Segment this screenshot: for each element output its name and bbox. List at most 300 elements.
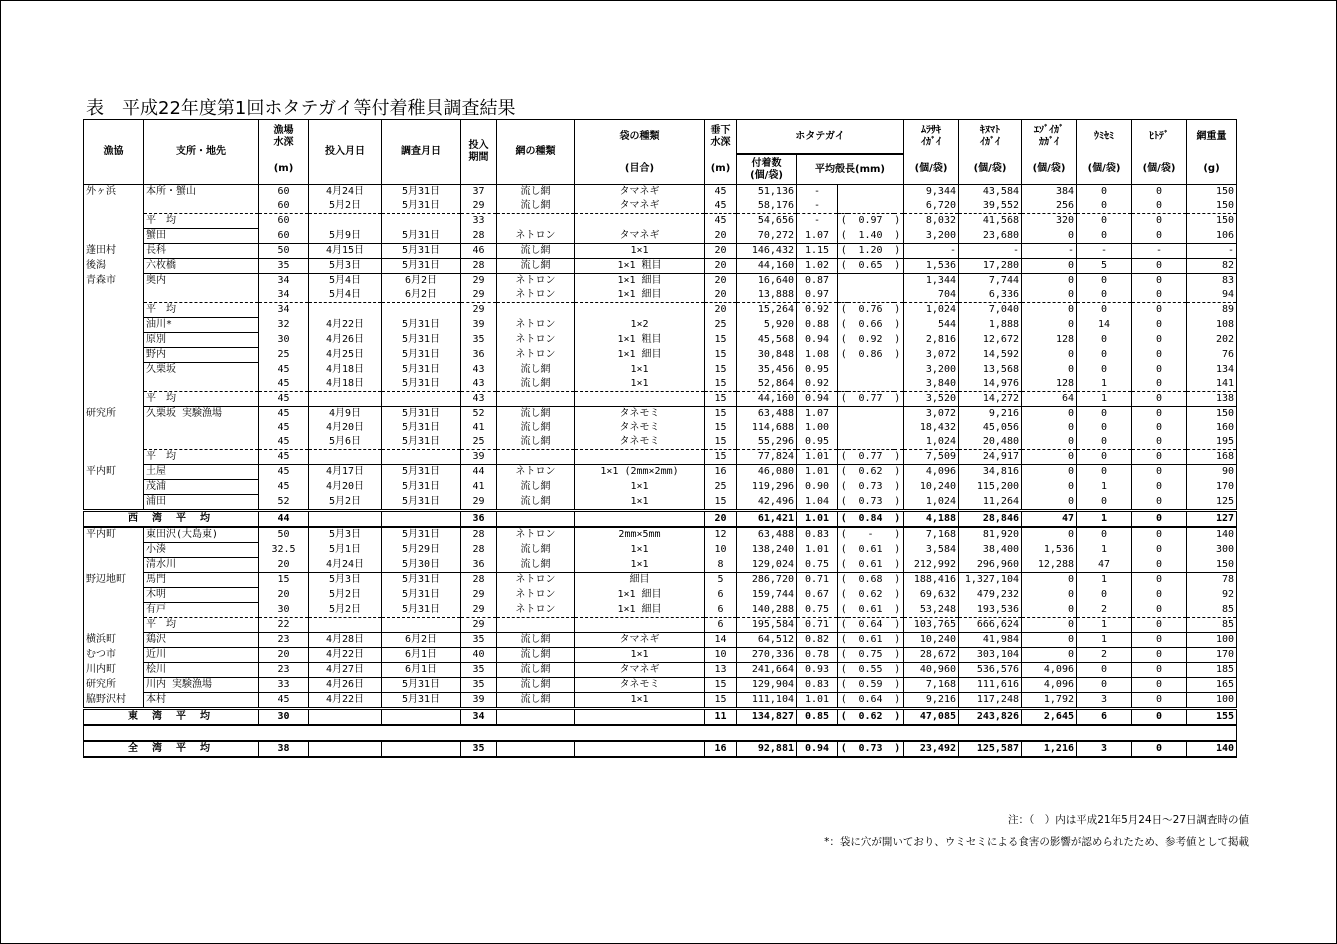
cell-depth2: 20	[705, 229, 737, 244]
cell-net	[497, 709, 575, 726]
cell-murasaki: 3,200	[904, 363, 959, 378]
cell-net-weight: 108	[1187, 318, 1237, 333]
cell-port: 野辺地町	[84, 573, 144, 588]
cell-ezoiga: 0	[1022, 421, 1077, 435]
cell-prev-close: )	[894, 450, 904, 465]
cell-kinmato: 23,680	[959, 229, 1022, 244]
cell-port: 横浜町	[84, 633, 144, 648]
cell-port: 脇野沢村	[84, 693, 144, 709]
cell-port	[84, 421, 144, 435]
cell-prev-shell-length: 0.66	[858, 319, 883, 330]
cell-depth2: 16	[705, 465, 737, 480]
cell-count: 195,584	[737, 618, 797, 633]
cell-murasaki: 4,096	[904, 465, 959, 480]
cell-prev-shell-length: 0.73	[858, 495, 883, 507]
cell-murasaki: 704	[904, 288, 959, 303]
cell-shell-length: 1.07	[797, 407, 838, 422]
cell-depth1: 52	[259, 495, 309, 511]
cell-port: 平内町	[84, 527, 144, 543]
cell-murasaki: 7,168	[904, 678, 959, 693]
cell-net-weight: 76	[1187, 348, 1237, 363]
table-row	[84, 465, 1237, 480]
cell-port: 研究所	[84, 678, 144, 693]
cell-net: 流し網	[497, 480, 575, 495]
cell-prev-shell-length: 0.77	[848, 392, 894, 407]
cell-depth2: 15	[705, 363, 737, 378]
cell-murasaki: 6,720	[904, 199, 959, 214]
header-net: 網の種類	[497, 120, 575, 185]
cell-ezoiga: -	[1022, 244, 1077, 259]
cell-count: 44,160	[737, 392, 797, 407]
cell-period: 28	[461, 543, 497, 558]
cell-net-weight: 85	[1187, 618, 1237, 633]
cell-depth1: 34	[259, 303, 309, 318]
cell-port	[84, 558, 144, 573]
cell-port	[84, 318, 144, 333]
table-header	[84, 120, 1237, 185]
cell-kinmato: 41,568	[959, 214, 1022, 229]
cell-survey-date: 6月1日	[382, 648, 461, 663]
cell-count: 111,104	[737, 693, 797, 709]
cell-period: 35	[461, 663, 497, 678]
cell-murasaki: 28,672	[904, 648, 959, 663]
table-row	[84, 229, 1237, 244]
results-table	[83, 119, 1237, 758]
cell-branch: 野内	[144, 348, 259, 363]
cell-survey-date: 5月30日	[382, 558, 461, 573]
cell-prev-open: (	[838, 603, 848, 618]
cell-prev-shell-length: 0.73	[848, 741, 894, 757]
cell-period: 52	[461, 407, 497, 422]
cell-depth1: 45	[259, 377, 309, 392]
cell-murasaki: 1,024	[904, 495, 959, 511]
cell-survey-date	[382, 392, 461, 407]
cell-umisemi: 14	[1077, 318, 1132, 333]
cell-ezoiga: 0	[1022, 259, 1077, 274]
cell-port: 後潟	[84, 259, 144, 274]
cell-period: 29	[461, 618, 497, 633]
cell-period: 35	[461, 741, 497, 757]
cell-prev-shell-length: 1.40	[858, 229, 883, 241]
cell-branch: 茂浦	[144, 480, 259, 495]
cell-murasaki: 9,216	[904, 693, 959, 709]
cell-prev-shell-length	[848, 435, 894, 450]
table-row	[84, 648, 1237, 663]
cell-prev-shell-length: 0.61	[858, 603, 883, 615]
cell-prev-open: (	[838, 480, 848, 495]
cell-survey-date: 5月31日	[382, 363, 461, 378]
cell-branch: 平 均	[144, 214, 259, 229]
cell-bag: タマネギ	[575, 199, 705, 214]
cell-ezoiga: 64	[1022, 392, 1077, 407]
cell-umisemi: 0	[1077, 199, 1132, 214]
cell-ezoiga: 320	[1022, 214, 1077, 229]
cell-depth2: 15	[705, 421, 737, 435]
table-body	[84, 185, 1237, 758]
cell-survey-date	[382, 618, 461, 633]
cell-ezoiga: 384	[1022, 185, 1077, 200]
cell-depth1: 50	[259, 527, 309, 543]
cell-hitode: 0	[1132, 185, 1187, 200]
cell-shell-length: -	[797, 214, 838, 229]
cell-umisemi: 1	[1077, 480, 1132, 495]
cell-depth2: 20	[705, 259, 737, 274]
cell-prev-close: )	[894, 480, 904, 495]
cell-murasaki: 4,188	[904, 511, 959, 528]
cell-ezoiga: 0	[1022, 573, 1077, 588]
cell-net-weight: 170	[1187, 480, 1237, 495]
cell-branch: 桧川	[144, 663, 259, 678]
cell-depth1: 45	[259, 450, 309, 465]
cell-count: 35,456	[737, 363, 797, 378]
cell-prev-shell-length	[848, 199, 894, 214]
cell-ezoiga: 1,792	[1022, 693, 1077, 709]
cell-net	[497, 392, 575, 407]
summary-row	[84, 709, 1237, 726]
summary-row	[84, 741, 1237, 757]
cell-bag: タマネギ	[575, 633, 705, 648]
cell-bag: 1×1 細目	[575, 603, 705, 618]
cell-ezoiga: 2,645	[1022, 709, 1077, 726]
cell-bag: タマネギ	[575, 663, 705, 678]
cell-in-date: 5月9日	[309, 229, 382, 244]
cell-umisemi: 0	[1077, 678, 1132, 693]
cell-hitode: 0	[1132, 303, 1187, 318]
cell-count: 129,024	[737, 558, 797, 573]
cell-net-weight: 92	[1187, 588, 1237, 603]
cell-ezoiga: 4,096	[1022, 663, 1077, 678]
cell-prev-close: )	[894, 573, 904, 588]
cell-ezoiga: 0	[1022, 588, 1077, 603]
cell-hitode: 0	[1132, 633, 1187, 648]
cell-period: 36	[461, 511, 497, 528]
cell-period: 28	[461, 229, 497, 244]
cell-kinmato: 1,327,104	[959, 573, 1022, 588]
cell-prev-shell-length	[848, 363, 894, 378]
cell-umisemi: 0	[1077, 527, 1132, 543]
cell-net-weight: 106	[1187, 229, 1237, 244]
cell-prev-open: (	[838, 303, 848, 318]
cell-prev-close: )	[894, 527, 904, 543]
cell-prev-close: )	[894, 709, 904, 726]
cell-in-date: 5月2日	[309, 588, 382, 603]
cell-prev-close: )	[894, 693, 904, 709]
table-row	[84, 407, 1237, 422]
cell-bag: タネモミ	[575, 407, 705, 422]
cell-prev-shell-length: 0.75	[848, 648, 894, 663]
cell-prev-shell-length: 0.64	[848, 693, 894, 709]
cell-net-weight: 138	[1187, 392, 1237, 407]
cell-port	[84, 435, 144, 450]
cell-hitode: 0	[1132, 318, 1187, 333]
cell-survey-date: 5月31日	[382, 588, 461, 603]
cell-depth1: 35	[259, 259, 309, 274]
cell-prev-shell-length: 0.61	[858, 558, 883, 570]
cell-in-date: 4月26日	[309, 678, 382, 693]
cell-survey-date: 5月31日	[382, 333, 461, 348]
cell-depth1: 45	[259, 421, 309, 435]
cell-prev-shell-length: 0.61	[858, 544, 883, 555]
cell-port	[84, 348, 144, 363]
table-row	[84, 288, 1237, 303]
header-ezoiga: ｴｿﾞｲｶﾞ ｶｶﾞｲ	[1022, 120, 1077, 155]
cell-shell-length: 1.01	[797, 465, 838, 480]
cell-kinmato: 125,587	[959, 741, 1022, 757]
cell-murasaki: -	[904, 244, 959, 259]
cell-bag: 1×1 (2mm×2mm)	[575, 465, 705, 480]
cell-prev-close: )	[894, 244, 904, 259]
cell-kinmato: 6,336	[959, 288, 1022, 303]
summary-label: 西 湾 平 均	[84, 511, 259, 528]
cell-depth2: 11	[705, 709, 737, 726]
table-gap-row	[84, 725, 1237, 741]
cell-depth2: 12	[705, 527, 737, 543]
cell-depth2: 10	[705, 543, 737, 558]
cell-net-weight: 127	[1187, 511, 1237, 528]
cell-prev-close: )	[894, 543, 904, 558]
cell-net: 流し網	[497, 678, 575, 693]
cell-hitode: 0	[1132, 377, 1187, 392]
cell-bag	[575, 214, 705, 229]
cell-kinmato: 38,400	[959, 543, 1022, 558]
cell-umisemi: 0	[1077, 465, 1132, 480]
table-row	[84, 377, 1237, 392]
cell-depth2: 16	[705, 741, 737, 757]
cell-bag	[575, 511, 705, 528]
cell-kinmato: 13,568	[959, 363, 1022, 378]
cell-net-weight: 165	[1187, 678, 1237, 693]
cell-port: 蓬田村	[84, 244, 144, 259]
header-kinmato-unit: (個/袋)	[959, 155, 1022, 185]
cell-port	[84, 288, 144, 303]
cell-bag: 1×1	[575, 558, 705, 573]
cell-hitode: 0	[1132, 363, 1187, 378]
cell-depth2: 6	[705, 588, 737, 603]
cell-count: 241,664	[737, 663, 797, 678]
cell-period: 28	[461, 573, 497, 588]
cell-prev-close: )	[894, 303, 904, 318]
cell-in-date	[309, 511, 382, 528]
cell-net	[497, 303, 575, 318]
header-depth1: 漁場 水深	[259, 120, 309, 155]
cell-depth1: 20	[259, 648, 309, 663]
cell-umisemi: 0	[1077, 588, 1132, 603]
cell-kinmato: 41,984	[959, 633, 1022, 648]
cell-depth1: 38	[259, 741, 309, 757]
cell-branch: 奥内	[144, 274, 259, 289]
cell-ezoiga: 0	[1022, 274, 1077, 289]
cell-port	[84, 333, 144, 348]
cell-branch	[144, 435, 259, 450]
cell-depth1: 30	[259, 709, 309, 726]
cell-net-weight: 155	[1187, 709, 1237, 726]
cell-prev-close	[894, 199, 904, 214]
cell-net-weight: 150	[1187, 199, 1237, 214]
cell-count: 51,136	[737, 185, 797, 200]
cell-hitode: 0	[1132, 573, 1187, 588]
cell-survey-date: 6月2日	[382, 274, 461, 289]
cell-ezoiga: 0	[1022, 348, 1077, 363]
cell-count: 63,488	[737, 407, 797, 422]
cell-hitode: 0	[1132, 648, 1187, 663]
cell-period: 43	[461, 392, 497, 407]
cell-umisemi: 0	[1077, 450, 1132, 465]
cell-branch: 六枚橋	[144, 259, 259, 274]
table-row	[84, 633, 1237, 648]
cell-period: 39	[461, 318, 497, 333]
cell-murasaki: 53,248	[904, 603, 959, 618]
cell-prev-open: (	[838, 693, 848, 709]
cell-prev-shell-length: 0.62	[858, 589, 883, 600]
cell-count: 114,688	[737, 421, 797, 435]
cell-prev-shell-length: 0.59	[848, 678, 894, 693]
cell-count: 270,336	[737, 648, 797, 663]
cell-hitode: 0	[1132, 480, 1187, 495]
cell-count: 30,848	[737, 348, 797, 363]
cell-depth1: 30	[259, 333, 309, 348]
cell-branch: 本所・蟹山	[144, 185, 259, 200]
cell-net: ネトロン	[497, 333, 575, 348]
cell-in-date: 4月22日	[309, 648, 382, 663]
cell-prev-open: (	[838, 511, 848, 528]
table-row	[84, 450, 1237, 465]
cell-umisemi: 0	[1077, 421, 1132, 435]
cell-prev-open: (	[838, 618, 848, 633]
cell-in-date: 4月18日	[309, 363, 382, 378]
cell-ezoiga: 256	[1022, 199, 1077, 214]
cell-hitode: 0	[1132, 527, 1187, 543]
cell-in-date: 5月2日	[309, 603, 382, 618]
cell-umisemi: 0	[1077, 663, 1132, 678]
cell-survey-date	[382, 450, 461, 465]
cell-depth2: 15	[705, 407, 737, 422]
summary-row	[84, 511, 1237, 528]
cell-prev-shell-length: 0.68	[848, 573, 894, 588]
cell-hitode: -	[1132, 244, 1187, 259]
cell-depth1: 20	[259, 588, 309, 603]
table-row	[84, 303, 1237, 318]
cell-hitode: 0	[1132, 229, 1187, 244]
cell-depth2: 6	[705, 603, 737, 618]
cell-prev-close: )	[894, 558, 904, 573]
cell-umisemi: 0	[1077, 274, 1132, 289]
cell-bag: タマネギ	[575, 229, 705, 244]
cell-kinmato: 11,264	[959, 495, 1022, 511]
cell-kinmato: 243,826	[959, 709, 1022, 726]
cell-port	[84, 588, 144, 603]
cell-bag: 1×1	[575, 377, 705, 392]
cell-shell-length: 1.04	[797, 495, 838, 511]
cell-kinmato: 12,672	[959, 333, 1022, 348]
cell-net-weight: 89	[1187, 303, 1237, 318]
cell-ezoiga: 0	[1022, 288, 1077, 303]
cell-net-weight: 94	[1187, 288, 1237, 303]
cell-count: 45,568	[737, 333, 797, 348]
cell-murasaki: 1,536	[904, 259, 959, 274]
cell-depth1: 45	[259, 693, 309, 709]
table-row	[84, 333, 1237, 348]
cell-net	[497, 450, 575, 465]
cell-bag: 1×1	[575, 480, 705, 495]
cell-kinmato: 9,216	[959, 407, 1022, 422]
cell-umisemi: 1	[1077, 511, 1132, 528]
cell-hitode: 0	[1132, 407, 1187, 422]
cell-count: 61,421	[737, 511, 797, 528]
cell-shell-length: 0.87	[797, 274, 838, 289]
header-bag: 袋の種類	[575, 120, 705, 155]
cell-ezoiga: 0	[1022, 633, 1077, 648]
cell-ezoiga: 0	[1022, 618, 1077, 633]
cell-count: 134,827	[737, 709, 797, 726]
cell-depth1: 32.5	[259, 543, 309, 558]
cell-prev-open: (	[838, 318, 848, 333]
cell-prev-open	[838, 421, 848, 435]
cell-net: ネトロン	[497, 527, 575, 543]
cell-shell-length: 1.01	[797, 450, 838, 465]
cell-kinmato: 193,536	[959, 603, 1022, 618]
cell-kinmato: 14,272	[959, 392, 1022, 407]
table-row	[84, 435, 1237, 450]
cell-kinmato: 43,584	[959, 185, 1022, 200]
cell-hitode: 0	[1132, 214, 1187, 229]
cell-depth2: 20	[705, 274, 737, 289]
cell-period: 36	[461, 348, 497, 363]
cell-port	[84, 618, 144, 633]
cell-branch: 土屋	[144, 465, 259, 480]
cell-net: 流し網	[497, 435, 575, 450]
header-period: 投入 期間	[461, 120, 497, 185]
cell-in-date: 4月28日	[309, 633, 382, 648]
cell-depth1: 22	[259, 618, 309, 633]
header-bag-unit: (目合)	[575, 155, 705, 185]
cell-kinmato: 39,552	[959, 199, 1022, 214]
cell-net-weight: 168	[1187, 450, 1237, 465]
cell-net-weight: 83	[1187, 274, 1237, 289]
cell-period: 40	[461, 648, 497, 663]
cell-survey-date: 5月31日	[382, 244, 461, 259]
cell-shell-length: 0.83	[797, 527, 838, 543]
cell-depth2: 8	[705, 558, 737, 573]
cell-net: 流し網	[497, 185, 575, 200]
cell-hitode: 0	[1132, 558, 1187, 573]
cell-murasaki: 10,240	[904, 633, 959, 648]
table-row	[84, 678, 1237, 693]
cell-prev-open: (	[838, 663, 848, 678]
cell-net: 流し網	[497, 663, 575, 678]
cell-depth2: 14	[705, 633, 737, 648]
cell-ezoiga: 12,288	[1022, 558, 1077, 573]
cell-umisemi: 1	[1077, 543, 1132, 558]
cell-bag: タネモミ	[575, 435, 705, 450]
cell-in-date: 5月6日	[309, 435, 382, 450]
cell-shell-length: -	[797, 199, 838, 214]
table-row	[84, 480, 1237, 495]
cell-murasaki: 2,816	[904, 333, 959, 348]
cell-ezoiga: 1,536	[1022, 543, 1077, 558]
cell-net: 流し網	[497, 259, 575, 274]
cell-in-date: 4月9日	[309, 407, 382, 422]
cell-period: 37	[461, 185, 497, 200]
cell-prev-shell-length: 0.92	[858, 334, 883, 345]
cell-period: 39	[461, 450, 497, 465]
cell-shell-length: 1.01	[797, 693, 838, 709]
cell-bag	[575, 618, 705, 633]
cell-kinmato: 20,480	[959, 435, 1022, 450]
cell-bag: 1×1 細目	[575, 274, 705, 289]
cell-prev-close	[894, 377, 904, 392]
cell-in-date	[309, 392, 382, 407]
cell-ezoiga: 0	[1022, 303, 1077, 318]
